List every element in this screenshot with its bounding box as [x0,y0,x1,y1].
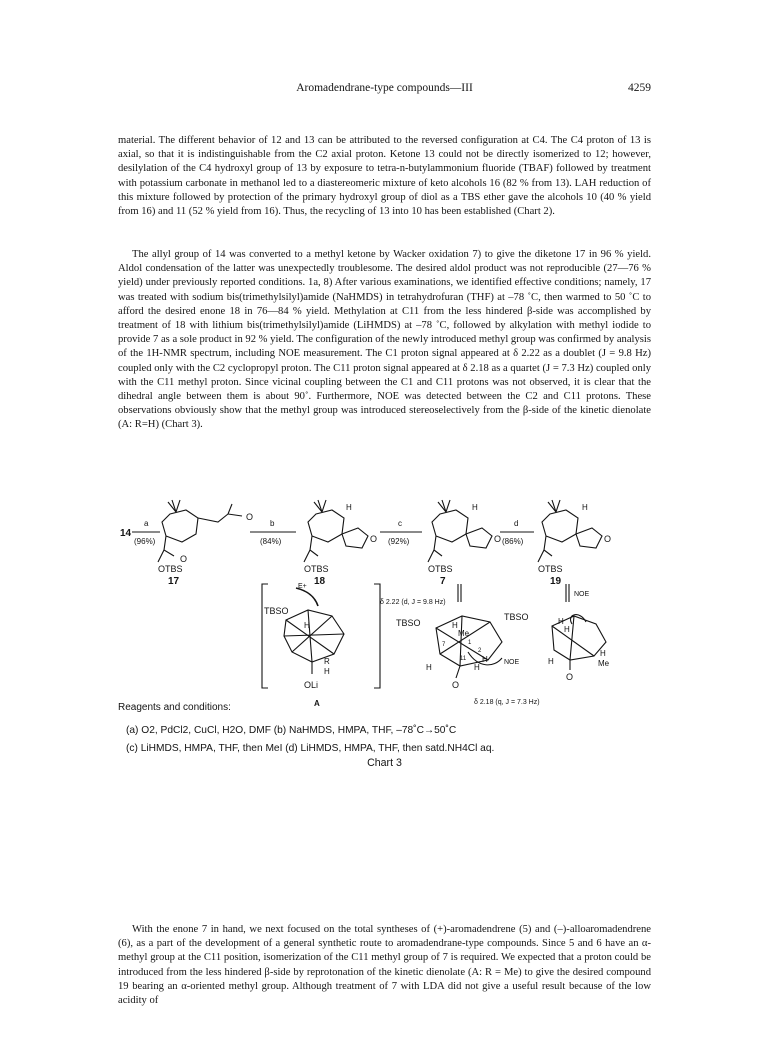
reagents-line-1: (a) O2, PdCl2, CuCl, H2O, DMF (b) NaHMDS, HMPA, THF, –78˚C→50˚C [126,725,457,736]
arrow-c-label: c [398,519,402,528]
arrow-d-yield: (86%) [502,537,524,546]
compound-label-19: 19 [550,576,562,587]
side-chain-o-17: O [246,512,254,522]
reagents-list [126,722,646,758]
reaction-scheme-drawing [118,492,651,718]
h-c2-7: H [482,655,488,664]
ketone-o-18: O [370,534,378,544]
otbs-19: OTBS [538,564,563,574]
chart-caption: Chart 3 [367,757,402,769]
c1-shift: δ 2.22 (d, J = 9.8 Hz) [380,599,446,606]
tbso-19: TBSO [504,612,529,622]
h-19-c: H [600,649,606,658]
ketone-o-7: O [494,534,502,544]
body-paragraph-3: With the enone 7 in hand, we next focused on the total syntheses of (+)-aromadendrene (5) and (–)-alloaromadendrene (6), as a part of the development of a general synthetic route to aromadendrane-type compounds. Since 5 and 6 have an α-methyl group at the C11 position, isomerization of the C11 methyl group of 7 is required. We expected that a proton could be introduced from the less hindered β-side by reprotonation of the kinetic dienolate (A: R = Me) to give the desired compound 19 bearing an α-oriented methyl group. Although treatment of 7 with LDA did not give a useful result because of the low acidity of [118,924,651,1007]
otbs-7: OTBS [428,564,453,574]
me-7: Me [458,629,470,638]
h-a: H [304,621,310,630]
otbs-18: OTBS [304,564,329,574]
compound-label-14: 14 [120,528,132,539]
chart-3-scheme [118,492,651,718]
ring-7 [432,510,468,542]
running-header [118,82,651,98]
body-paragraph-1: material. The different behavior of 12 and 13 can be attributed to the reversed configuration at C4. The C4 proton of 13 is axial, so that it is indistinguishable from the C2 axial proton. Ketone 13 could not be directly isomerized to 12; however, desilylation of the C4 hydroxyl group of 13 by exposure to tetra-n-butylammonium fluoride (TBAF) followed by treatment with potassium carbonate in methanol led to a diastereomeric mixture of keto alcohols 16 (82 % from 13). LAH reduction of this mixture followed by protection of the primary hydroxyl group of diol as a TBS ether gave the alcohols 10 (40 % yield from 16) and 11 (52 % yield from 16). Thus, the recycling of 13 into 10 has been established (Chart 2). [118,135,651,218]
ring-18 [308,510,344,542]
atom-7-7: 7 [442,642,446,648]
compound-label-a: A [314,699,320,708]
tbso-7: TBSO [396,618,421,628]
arrow-a-yield: (96%) [134,537,156,546]
ring-17 [162,510,198,542]
atom-11-7: 11 [460,656,467,662]
h-7: H [472,503,478,512]
page-number: 4259 [628,82,651,94]
h-19-b: H [564,625,570,634]
reagents-title: Reagents and conditions: [118,702,231,713]
electrophile-approach-arrow [296,588,318,606]
noe-label-7: NOE [504,659,520,666]
h-19: H [582,503,588,512]
atom-1-7: 1 [468,640,472,646]
noe-label-19: NOE [574,591,590,598]
ring-19 [542,510,578,542]
c11-shift: δ 2.18 (q, J = 7.3 Hz) [474,699,540,706]
h-c11-7: H [474,663,480,672]
h-19-a: H [558,617,564,626]
otbs-17: OTBS [158,564,183,574]
arrow-a-label: a [144,519,149,528]
oli-a: OLi [304,680,319,690]
arrow-b-label: b [270,519,275,528]
tbso-a: TBSO [264,606,289,616]
electrophile-label: E+ [298,583,307,590]
o-7: O [452,680,460,690]
atom-2-7: 2 [478,648,482,654]
ketone-o-17: O [180,554,188,564]
r-a: R [324,657,330,666]
compound-label-17: 17 [168,576,180,587]
h-c1-7: H [426,663,432,672]
body-paragraph-2: The allyl group of 14 was converted to a methyl ketone by Wacker oxidation 7) to give the diketone 17 in 96 % yield. Aldol condensation of the latter was unexpectedly troublesome. The desired aldol product was not reproducible (27—76 % yield) under previously reported conditions. 1a, 8) After various examinations, we identified effective conditions; namely, 17 was treated with sodium bis(trimethylsilyl)amide (NaHMDS) in tetrahydrofuran (THF) at –78 ˚C, then warmed to 50 ˚C to afford the desired enone 18 in 76—84 % yield. Methylation at C11 from the less hindered β-side was accomplished by treatment of 18 with lithium bis(trimethylsilyl)amide (LiHMDS) at –78 ˚C, followed by alkylation with methyl iodide to provide 7 as a sole product in 92 % yield. The configuration of the newly introduced methyl group was confirmed by analysis of the 1H-NMR spectrum, including NOE measurement. The C1 proton signal appeared at δ 2.22 as a doublet (J = 9.8 Hz) coupled only with the C2 cyclopropyl proton. The C11 proton signal appeared at δ 2.18 as a quartet (J = 7.3 Hz) coupled only with the C11 methyl proton. Since vicinal coupling between the C1 and C11 protons was not observed, it is clear that the dihedral angle between them is about 90˚. Furthermore, NOE was detected between the C2 and C11 protons. These observations obviously show that the methyl group was introduced stereoselectively from the β-side of the kinetic dienolate (A: R=H) (Chart 3). [118,249,651,431]
ketone-o-19: O [604,534,612,544]
me-19: Me [598,659,610,668]
h-a-2: H [324,667,330,676]
o-19: O [566,672,574,682]
h-19-d: H [548,657,554,666]
compound-label-18: 18 [314,576,326,587]
bracket-left [262,584,268,688]
arrow-c-yield: (92%) [388,537,410,546]
h-me-7: H [452,621,458,630]
h-18: H [346,503,352,512]
compound-label-7: 7 [440,576,446,587]
arrow-d-label: d [514,519,519,528]
arrow-b-yield: (84%) [260,537,282,546]
reagents-line-2: (c) LiHMDS, HMPA, THF, then MeI (d) LiHMDS, HMPA, THF, then satd.NH4Cl aq. [126,743,495,754]
running-title: Aromadendrane-type compounds—III [296,82,473,94]
